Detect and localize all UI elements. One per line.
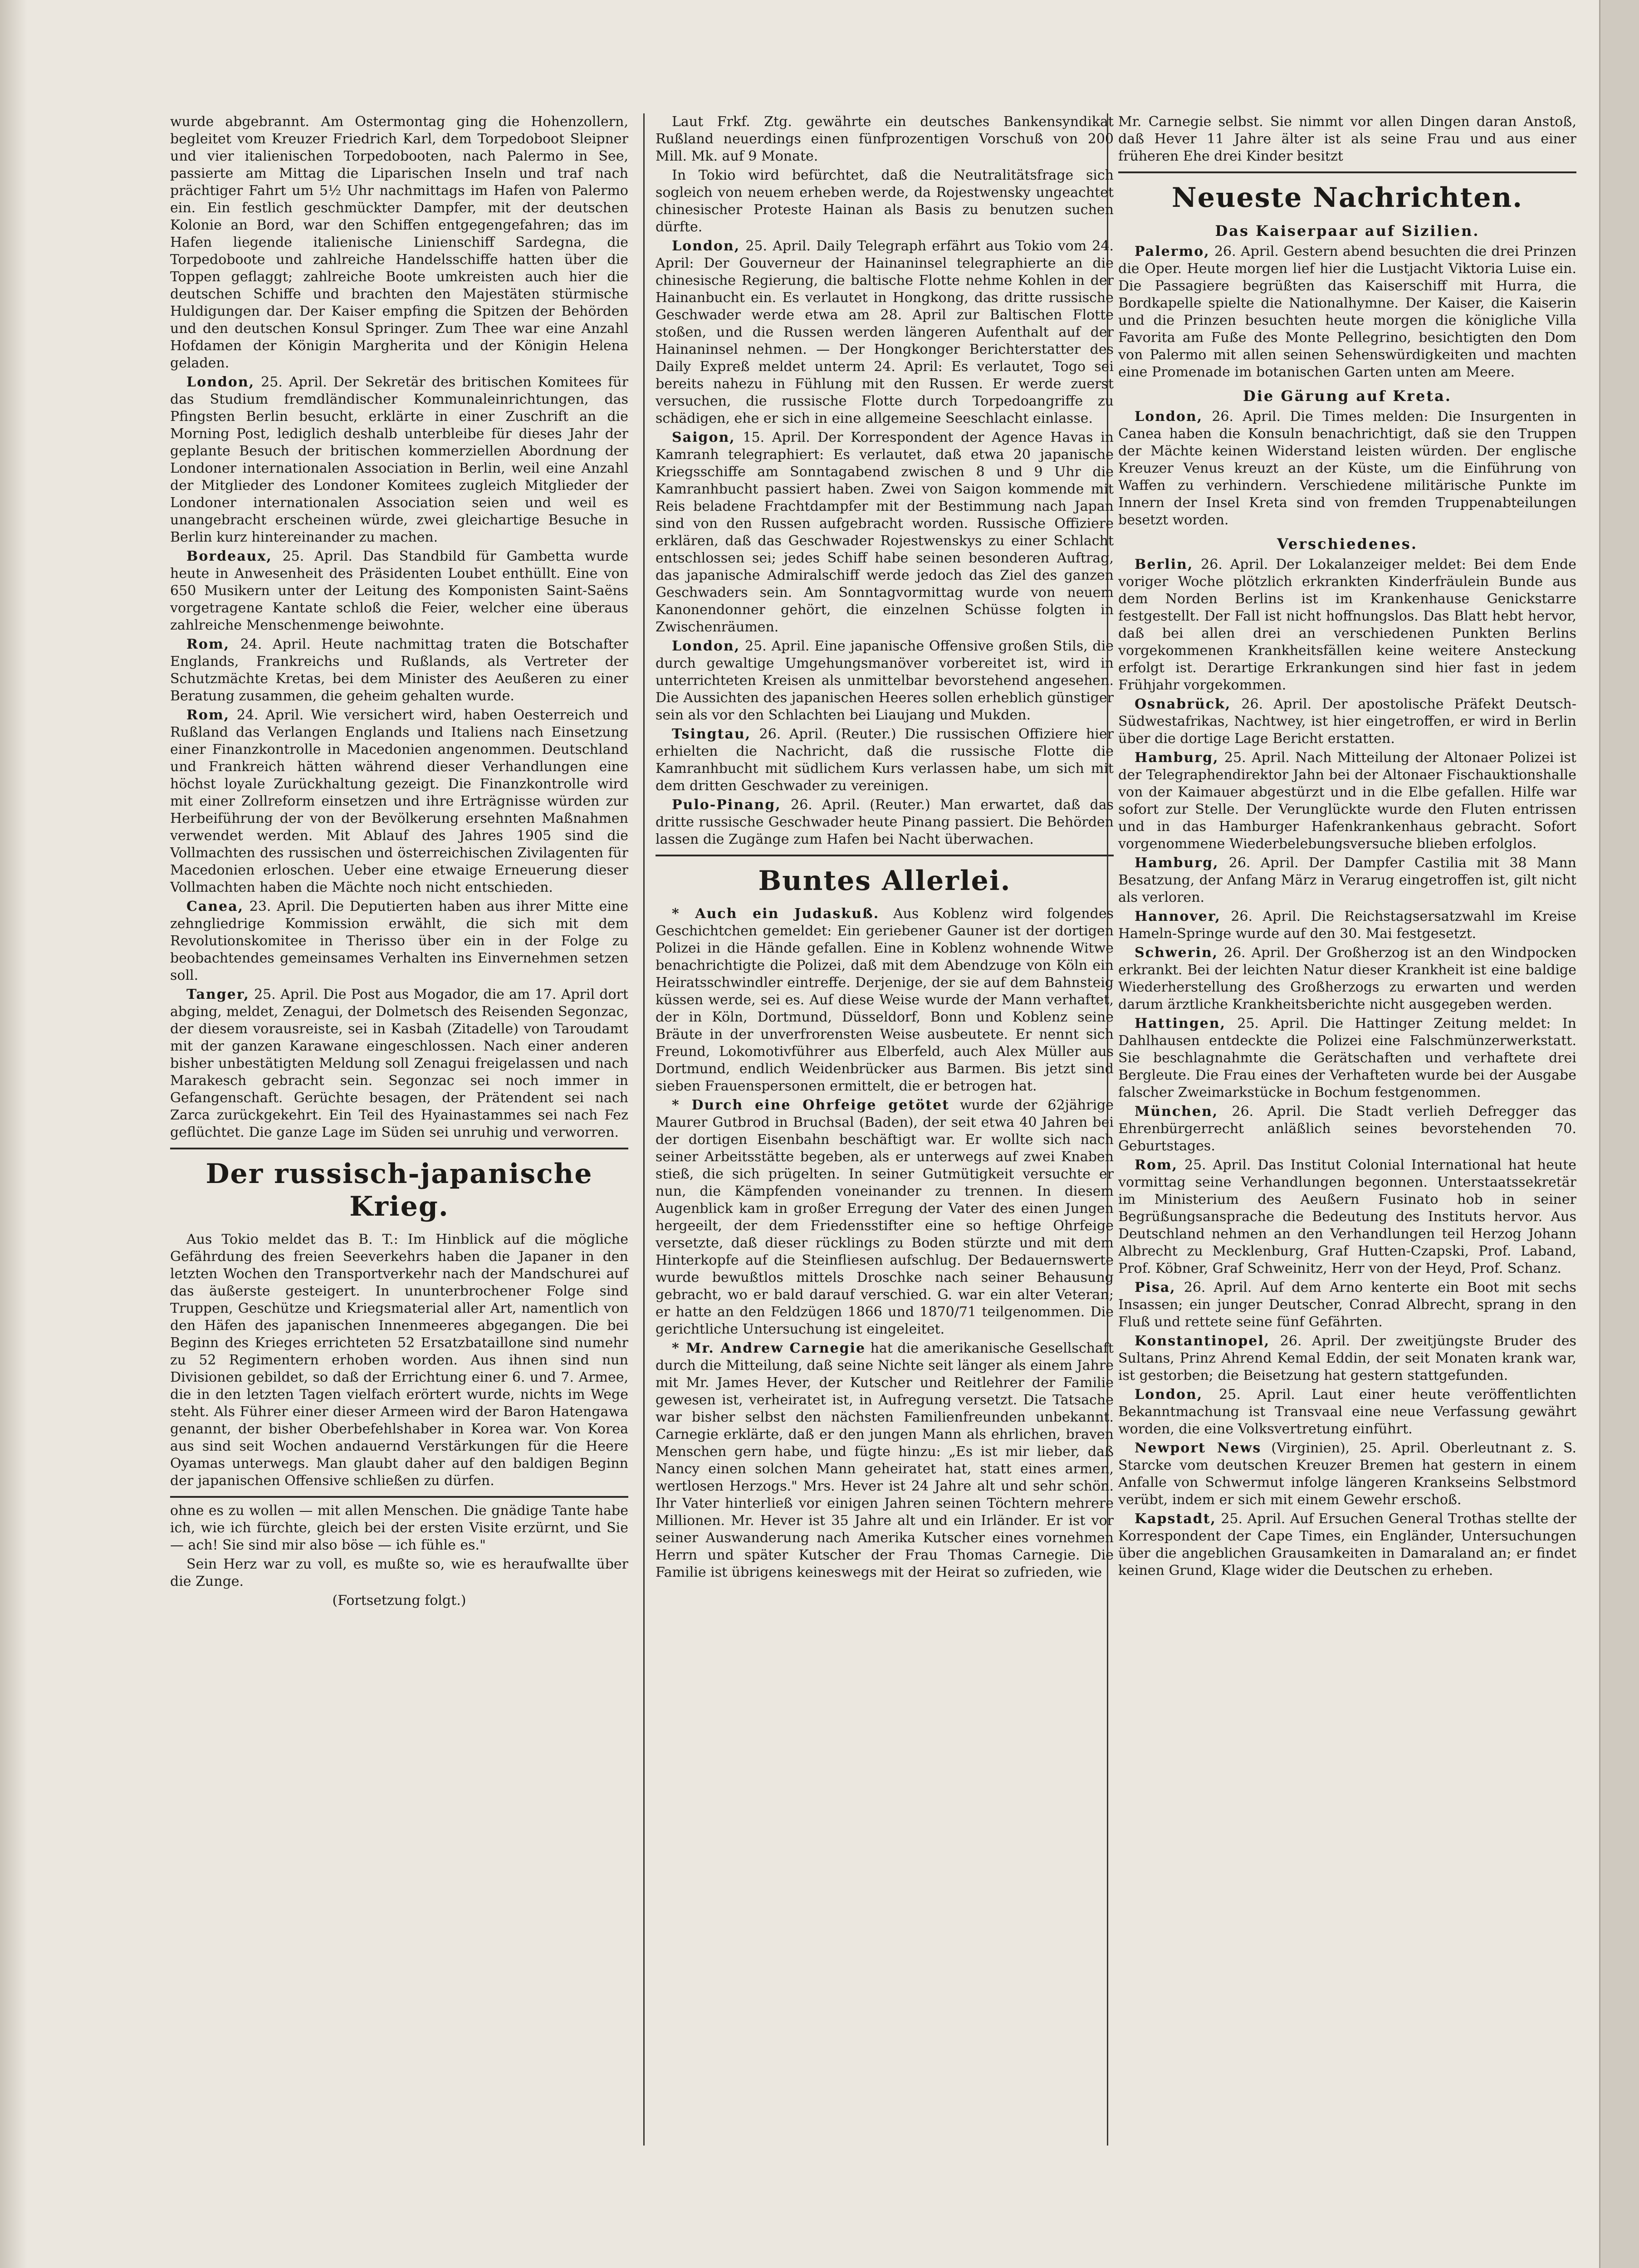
item-headline: * Durch eine Ohrfeige getötet xyxy=(672,1097,950,1113)
news-item xyxy=(656,1340,1114,1581)
dateline: London, xyxy=(1135,1387,1203,1403)
dateline: Pisa, xyxy=(1135,1280,1176,1295)
section-title-miscellany: Buntes Allerlei. xyxy=(758,865,1011,897)
news-item xyxy=(656,1097,1114,1338)
dateline: Konstantinopel, xyxy=(1135,1333,1270,1349)
dateline: München, xyxy=(1135,1104,1218,1119)
dateline: Hamburg, xyxy=(1135,855,1219,871)
column-middle xyxy=(656,113,1114,1583)
news-item xyxy=(170,374,628,546)
news-text: 25. April. Der Sekretär des britischen Komitees für das Studium fremdländischer Kommunaleinrichtungen, das Pfingsten Berlin besucht, erklärte in einer Zuschrift an die Morning Post, lediglich deshalb unterbleibe für dieses Jahr der geplante Besuch der britischen kommerziellen Abordnung der Londoner internationalen Association in Berlin, weil eine Anzahl der Mitglieder des Londoner Komitees zugleich Mitglieder der Londoner internationalen Association seien und weil es unangebracht erscheinen würde, zwei gleichartige Besuche in Berlin kurz hintereinander zu machen. xyxy=(170,374,628,545)
section-rule xyxy=(170,1496,628,1498)
column-left xyxy=(170,113,628,1611)
page-edge xyxy=(1599,0,1639,2268)
story-text: ohne es zu wollen — mit allen Menschen. Die gnädige Tante habe ich, wie ich fürchte, gleich bei der ersten Visite erzürnt, und Sie — ach! Sie sind mir also böse — ich fühle es." xyxy=(170,1503,628,1553)
news-text: 26. April. Die Stadt verlieh Defregger das Ehrenbürgerrecht anläßlich seines bevorstehenden 70. Geburtstages. xyxy=(1118,1104,1576,1154)
dateline: Canea, xyxy=(186,899,244,914)
news-text: 26. April. Der Dampfer Castilia mit 38 Mann Besatzung, der Anfang März in Verarug eingetroffen ist, gilt nicht als verloren. xyxy=(1118,855,1577,905)
dateline: Osnabrück, xyxy=(1135,696,1231,712)
dateline: Hattingen, xyxy=(1135,1016,1226,1031)
news-item xyxy=(656,726,1114,795)
dateline: Saigon, xyxy=(672,430,735,445)
dateline: London, xyxy=(1135,409,1203,425)
news-text: 26. April. Gestern abend besuchten die drei Prinzen die Oper. Heute morgen lief hier die Lustjacht Viktoria Luise ein. Die Passagiere begrüßten das Kaiserschiff mit Hurra, die Bordkapelle spielte die Nationalhymne. Der Kaiser, die Kaiserin und die Prinzen besuchten heute morgen die königliche Villa Favorita am Fuße des Monte Pellegrino, besichtigten den Dom von Palermo mit allen seinen Sehenswürdigkeiten und machten eine Promenade im botanischen Garten unten am Meere. xyxy=(1118,244,1576,380)
dateline: Hannover, xyxy=(1135,909,1221,924)
dateline: Hamburg, xyxy=(1135,750,1219,766)
dateline: London, xyxy=(672,638,740,654)
section-title-latest-news: Neueste Nachrichten. xyxy=(1171,182,1523,214)
news-text: 26. April. Auf dem Arno kenterte ein Boot mit sechs Insassen; ein junger Deutscher, Conrad Albrecht, sprang in den Fluß und rettete seine fünf Gefährten. xyxy=(1118,1280,1576,1330)
article-text: Laut Frkf. Ztg. gewährte ein deutsches Bankensyndikat Rußland neuerdings einen fünfprozentigen Vorschuß von 200 Mill. Mk. auf 9 Monate. xyxy=(656,114,1114,164)
subsection-title: Die Gärung auf Kreta. xyxy=(1243,387,1452,405)
news-text: hat die amerikanische Gesellschaft durch die Mitteilung, daß seine Nichte seit länger als einem Jahre mit Mr. James Hever, der Kutscher und Reitlehrer der Familie gewesen ist, verheiratet ist, in Aufregung versetzt. Die Tatsache war bisher selbst den nächsten Familienfreunden unbekannt. Carnegie erklärte, daß er den jungen Mann als ehrlichen, braven Menschen gern habe, und fügte hinzu: „Es ist mir lieber, daß Nancy einen solchen Mann geheiratet hat, statt eines armen, wertlosen Herzogs." Mrs. Hever ist 24 Jahre alt und sehr schön. Ihr Vater hinterließ vor einigen Jahren seinen Töchtern mehrere Millionen. Mr. Hever ist 35 Jahre alt und ein Irländer. Er ist vor seiner Auswanderung nach Amerika Kutscher eines vornehmen Herrn und später Kutscher der Frau Thomas Carnegie. Die Familie ist übrigens keineswegs mit der Heirat so zufrieden, wie xyxy=(656,1340,1114,1580)
dateline: Berlin, xyxy=(1135,557,1194,572)
news-text: 25. April. Die Post aus Mogador, die am 17. April dort abging, meldet, Zenagui, der Dolmetsch des Reisenden Segonzac, der diesem vorausreiste, sei in Kasbah (Zitadelle) von Taroudamt mit der ganzen Karawane eingeschlossen. Nach einer anderen bisher unbestätigten Meldung soll Zenagui freigelassen und nach Marakesch gebracht sein. Segonzac sei noch immer in Gefangenschaft. Gerüchte besagen, der Prätendent sei nach Zarca zurückgekehrt. Ein Teil des Hyainastammes sei nach Fez geflüchtet. Die ganze Lage im Süden sei unruhig und verworren. xyxy=(170,987,628,1140)
news-text: 25. April. Das Standbild für Gambetta wurde heute in Anwesenheit des Präsidenten Loubet enthüllt. Eine von 650 Musikern unter der Leitung des Komponisten Saint-Saëns vorgetragene Kantate schloß die Feier, welcher eine überaus zahlreiche Menschenmenge beiwohnte. xyxy=(170,548,628,633)
news-text: 26. April. Die Times melden: Die Insurgenten in Canea haben die Konsuln benachrichtigt, daß sie den Truppen der Mächte keinen Widerstand leisten würden. Der englische Kreuzer Venus kreuzt an der Küste, um die Einführung von Waffen zu verhindern. Verschiedene militärische Punkte im Innern der Insel Kreta sind von fremden Truppenabteilungen besetzt worden. xyxy=(1118,409,1576,528)
news-text: wurde der 62jährige Maurer Gutbrod in Bruchsal (Baden), der seit etwa 40 Jahren bei der dortigen Eisenbahn beschäftigt war. Er wollte sich nach seiner Arbeitsstätte begeben, als er unterwegs auf zwei Knaben stieß, die sich prügelten. In seiner Gutmütigkeit versuchte er nun, die Kämpfenden voneinander zu trennen. In diesem Augenblick kam in großer Erregung der Vater des einen Jungen hergeeilt, der dem Friedensstifter eine so heftige Ohrfeige versetzte, daß dieser rücklings zu Boden stürzte und mit dem Hinterkopfe auf die Steinfliesen aufschlug. Der Bedauernswerte wurde bewußtlos mittels Droschke nach seiner Behausung gebracht, wo er bald darauf verschied. G. war ein alter Veteran; er hatte an den Feldzügen 1866 und 1870/71 teilgenommen. Die gerichtliche Untersuchung ist eingeleitet. xyxy=(656,1097,1114,1337)
continuation-note: (Fortsetzung folgt.) xyxy=(332,1593,466,1608)
news-item xyxy=(1118,1157,1576,1277)
news-text: 25. April. Nach Mitteilung der Altonaer Polizei ist der Telegraphendirektor Jahn bei der Altonaer Fischauktionshalle von der Kaimauer abgestürzt und in die Elbe gefallen. Hilfe war sofort zur Stelle. Der Verunglückte wurde den Fluten entrissen und in das Hamburger Hafenkrankenhaus gebracht. Sofort vorgenommene Wiederbelebungsversuche blieben erfolglos. xyxy=(1118,750,1576,852)
news-text: 26. April. (Reuter.) Man erwartet, daß das dritte russische Geschwader heute Pinang passiert. Die Behörden lassen die Zugänge zum Hafen bei Nacht überwachen. xyxy=(656,797,1114,847)
article-text: In Tokio wird befürchtet, daß die Neutralitätsfrage sich sogleich von neuem erheben werde, da Rojestwensky ungeachtet chinesischer Proteste Hainan als Basis zu benutzen suchen dürfte. xyxy=(656,167,1114,235)
news-text: 25. April. Eine japanische Offensive großen Stils, die durch gewaltige Umgehungsmanöver vorbereitet ist, wird in unterrichteten Kreisen als unmittelbar bevorstehend angesehen. Die Aussichten des japanischen Heeres sollen erheblich günstiger sein als vor den Schlachten bei Liaujang und Mukden. xyxy=(656,638,1114,723)
dateline: Rom, xyxy=(186,636,230,652)
section-rule xyxy=(1118,171,1576,173)
news-text: 25. April. Laut einer heute veröffentlichten Bekanntmachung ist Transvaal eine neue Verfassung gewährt worden, die eine Volksvertretung einführt. xyxy=(1118,1387,1576,1437)
news-item xyxy=(656,797,1114,848)
news-item xyxy=(1118,1103,1576,1155)
news-item xyxy=(656,905,1114,1095)
news-text: 26. April. Der Lokalanzeiger meldet: Bei dem Ende voriger Woche plötzlich erkrankten Kinderfräulein Bunde aus dem Norden Berlins ist im Krankenhause Genickstarre festgestellt. Der Fall ist nicht hoffnungslos. Das Blatt hebt hervor, daß bei allen drei an verschiedenen Punkten Berlins vorgekommenen Krankheitsfällen keine weitere Ansteckung erfolgt ist. Derartige Erkrankungen sind hier fast in jedem Frühjahr vorgekommen. xyxy=(1118,557,1576,693)
dateline: Rom, xyxy=(186,707,230,723)
dateline: Bordeaux, xyxy=(186,548,272,564)
dateline: Newport News xyxy=(1135,1440,1262,1456)
dateline: Pulo-Pinang, xyxy=(672,797,781,813)
article-text: Aus Tokio meldet das B. T.: Im Hinblick auf die mögliche Gefährdung des freien Seeverkehrs haben die Japaner in den letzten Wochen den Transportverkehr nach der Mandschurei auf das äußerste gesteigert. In ununterbrochener Folge sind Truppen, Geschütze und Kriegsmaterial aller Art, namentlich von den Häfen des japanischen Innenmeeres abgegangen. Die bei Beginn des Krieges errichteten 52 Ersatzbataillone sind numehr zu 52 Regimentern erhoben worden. Aus ihnen sind nun Divisionen gebildet, so daß der Errichtung einer 6. und 7. Armee, die in den letzten Tagen vielfach erörtert wurde, nichts im Wege steht. Als Führer einer dieser Armeen wird der Baron Hatengawa genannt, der bisher Oberbefehlshaber in Korea war. Von Korea aus sind seit Wochen andauernd Verstärkungen für die Heere Oyamas unterwegs. Man glaubt daher auf den baldigen Beginn der japanischen Offensive schließen zu dürfen. xyxy=(170,1232,628,1489)
news-text: 25. April. Auf Ersuchen General Trothas stellte der Korrespondent der Cape Times, ein Engländer, Untersuchungen über die angeblichen Grausamkeiten in Damaraland an; er findet keinen Grund, Klage wider die Deutschen zu erheben. xyxy=(1118,1511,1576,1579)
news-item xyxy=(656,638,1114,724)
news-item xyxy=(1118,1386,1576,1438)
news-item xyxy=(170,986,628,1141)
news-text: 24. April. Wie versichert wird, haben Oesterreich und Rußland das Verlangen Englands und Italiens nach Einsetzung einer Finanzkontrolle in Macedonien angenommen. Deutschland und Frankreich hätten während dieser Verhandlungen eine höchst loyale Zurückhaltung gezeigt. Die Finanzkontrolle wird mit einer Zollreform einsetzen und ihre Erträgnisse würden zur Herbeiführung der von der Bevölkerung ersehnten Maßnahmen verwendet werden. Mit Ablauf des Jahres 1905 sind die Vollmachten des russischen und österreichischen Zivilagenten für Macedonien erloschen. Ueber eine etwaige Erneuerung dieser Vollmachten haben die Mächte noch nicht entschieden. xyxy=(170,707,628,895)
subsection-title: Das Kaiserpaar auf Sizilien. xyxy=(1215,222,1480,240)
news-item xyxy=(1118,408,1576,529)
item-headline: * Auch ein Judaskuß. xyxy=(672,906,880,922)
dateline: Schwerin, xyxy=(1135,945,1218,961)
dateline: London, xyxy=(672,238,740,254)
news-text: (Virginien), 25. April. Oberleutnant z. S. Starcke vom deutschen Kreuzer Bremen hat gestern in einem Anfalle von Schwermut infolge längeren Krankseins Selbstmord verübt, indem er sich mit einem Gewehr erschoß. xyxy=(1118,1440,1576,1508)
dateline: Rom, xyxy=(1135,1157,1178,1173)
news-text: 25. April. Das Institut Colonial International hat heute vormittag seine Verhandlungen begonnen. Unterstaatssekretär im Ministerium des Aeußern Fusinato hob in seiner Begrüßungsansprache die Bedeutung des Instituts hervor. Aus Deutschland nehmen an den Verhandlungen teil Herzog Johann Albrecht zu Mecklenburg, Graf Hutten-Czapski, Prof. Laband, Prof. Köbner, Graf Schweinitz, Herr von der Heyd, Prof. Schanz. xyxy=(1118,1157,1576,1276)
news-text: 24. April. Heute nachmittag traten die Botschafter Englands, Frankreichs und Rußlands, als Vertreter der Schutzmächte Kretas, bei dem Minister des Aeußeren zu einer Beratung zusammen, die geheim gehalten wurde. xyxy=(170,636,628,704)
news-text: 26. April. Die Reichstagsersatzwahl im Kreise Hameln-Springe wurde auf den 30. Mai festgesetzt. xyxy=(1118,909,1576,942)
article-text: Mr. Carnegie selbst. Sie nimmt vor allen Dingen daran Anstoß, daß Hever 11 Jahre älter ist als seine Frau und aus einer früheren Ehe drei Kinder besitzt xyxy=(1118,114,1576,164)
news-item xyxy=(1118,696,1576,748)
news-item xyxy=(170,707,628,896)
dateline: Palermo, xyxy=(1135,244,1210,259)
section-title-war: Der russisch-japanische Krieg. xyxy=(205,1158,593,1222)
news-text: 25. April. Die Hattinger Zeitung meldet: In Dahlhausen entdeckte die Polizei eine Falschmünzerwerkstatt. Sie beschlagnahmte die Gerätschaften und verhaftete drei Bergleute. Die Frau eines der Verhafteten wurde bei der Ausgabe falscher Zweimarkstücke in Bochum festgenommen. xyxy=(1118,1016,1576,1100)
news-item xyxy=(1118,749,1576,853)
news-item xyxy=(170,548,628,634)
news-item xyxy=(170,898,628,984)
article-text: wurde abgebrannt. Am Ostermontag ging die Hohenzollern, begleitet vom Kreuzer Friedrich Karl, dem Torpedoboot Sleipner und vier italienischen Torpedobooten, nach Palermo in See, passierte am Mittag die Liparischen Inseln und traf nach prächtiger Fahrt um 5½ Uhr nachmittags im Hafen von Palermo ein. Ein festlich geschmückter Dampfer, mit der deutschen Kolonie an Bord, war den Schiffen entgegengefahren; das im Hafen liegende italienische Linienschiff Sardegna, die Torpedoboote und zahlreiche Handelsschiffe hatten über die Toppen geflaggt; zahlreiche Boote umkreisten auch hier die deutschen Schiffe und brachten den Majestäten stürmische Huldigungen dar. Der Kaiser empfing die Spitzen der Behörden und den deutschen Konsul Springer. Zum Thee war eine Anzahl Hofdamen der Königin Margherita und der Königin Helena geladen. xyxy=(170,114,628,371)
column-divider xyxy=(643,113,645,2146)
dateline: Kapstadt, xyxy=(1135,1511,1216,1527)
news-text: 26. April. Der Großherzog ist an den Windpocken erkrankt. Bei der leichten Natur dieser Krankheit ist eine baldige Wiederherstellung des Großherzogs zu erwarten und werden darum ärztliche Krankheitsberichte nicht ausgegeben werden. xyxy=(1118,945,1576,1012)
news-item xyxy=(1118,908,1576,943)
news-text: 25. April. Daily Telegraph erfährt aus Tokio vom 24. April: Der Gouverneur der Hainaninsel telegraphierte an die chinesische Regierung, die baltische Flotte nehme Kohlen in der Hainanbucht ein. Es verlautet in Hongkong, das dritte russische Geschwader werde etwa am 28. April zur Baltischen Flotte stoßen, und die Russen werden längeren Aufenthalt auf der Hainaninsel nehmen. — Der Hongkonger Berichterstatter des Daily Expreß meldet unterm 24. April: Es verlautet, Togo sei bereits nahezu in Fühlung mit den Russen. Er werde zuerst versuchen, die russische Flotte durch Torpedoangriffe zu schädigen, ehe er sich in eine allgemeine Seeschlacht einlasse. xyxy=(656,238,1114,426)
column-right xyxy=(1118,113,1576,1581)
dateline: London, xyxy=(186,374,255,390)
news-text: 26. April. Der zweitjüngste Bruder des Sultans, Prinz Ahrend Kemal Eddin, der seit Monaten krank war, ist gestorben; die Beisetzung hat gestern stattgefunden. xyxy=(1118,1333,1576,1383)
news-item xyxy=(1118,243,1576,381)
news-item xyxy=(1118,1333,1576,1384)
news-text: 15. April. Der Korrespondent der Agence Havas in Kamranh telegraphiert: Es verlautet, daß etwa 20 japanische Kriegsschiffe am Sonntagabend zwischen 8 und 9 Uhr die Kamranhbucht passiert haben. Zwei von Saigon kommende mit Reis beladene Frachtdampfer mit der Bestimmung nach Japan sind von den Russen aufgebracht worden. Russische Offiziere erklären, daß das Geschwader Rojestwenskys zu einer Schlacht entschlossen sei; jedes Schiff habe seinen besonderen Auftrag, das japanische Admiralschiff werde jedoch das Ziel des ganzen Geschwaders sein. Am Sonntagvormittag wurde von neuem Kanonendonner gehört, die einzelnen Schüsse folgten in Zwischenräumen. xyxy=(656,430,1114,635)
news-item xyxy=(170,636,628,705)
news-item xyxy=(656,238,1114,427)
news-item xyxy=(1118,855,1576,906)
dateline: Tanger, xyxy=(186,987,250,1002)
page-gutter-shadow xyxy=(0,0,27,2268)
section-rule xyxy=(656,855,1114,856)
news-text: 26. April. (Reuter.) Die russischen Offiziere hier erhielten die Nachricht, daß die russische Flotte die Kamranhbucht mit südlichem Kurs verlassen habe, um sich mit dem dritten Geschwader zu vereinigen. xyxy=(656,726,1114,794)
news-text: 23. April. Die Deputierten haben aus ihrer Mitte eine zehngliedrige Kommission erwählt, die sich mit dem Revolutionskomitee in Therisso über ein in der Folge zu beobachtendes gemeinsames Verhalten ins Einvernehmen setzen soll. xyxy=(170,899,628,983)
story-text: Sein Herz war zu voll, es mußte so, wie es heraufwallte über die Zunge. xyxy=(170,1556,628,1589)
section-rule xyxy=(170,1148,628,1149)
news-item xyxy=(1118,1279,1576,1331)
dateline: Tsingtau, xyxy=(672,726,751,742)
news-text: 26. April. Der apostolische Präfekt Deutsch-Südwestafrikas, Nachtwey, ist hier eingetroffen, er wird in Berlin über die dortige Lage Bericht erstatten. xyxy=(1118,696,1576,747)
item-headline: * Mr. Andrew Carnegie xyxy=(672,1340,866,1356)
news-item xyxy=(1118,1510,1576,1579)
news-item xyxy=(1118,556,1576,694)
subsection-title: Verschiedenes. xyxy=(1277,535,1418,552)
news-text: Aus Koblenz wird folgendes Geschichtchen gemeldet: Ein geriebener Gauner ist der dortigen Polizei in die Hände gefallen. Eine in Koblenz wohnende Witwe benachrichtigte die Polizei, daß mit dem Abendzuge von Köln ein Heiratsschwindler eintreffe. Derjenige, der sie auf dem Bahnsteig küssen werde, sei es. Auf diese Weise wurde der Mann verhaftet, der in Köln, Dortmund, Düsseldorf, Bonn und Koblenz seine Bräute in der unverfrorensten Weise ausbeutete. Er nennt sich Freund, Lokomotivführer aus Elberfeld, auch Alex Müller aus Dortmund, endlich Weidenbrücker aus Barmen. Bis jetzt sind sieben Frauenspersonen ermittelt, die er betrogen hat. xyxy=(656,906,1114,1094)
news-item xyxy=(1118,944,1576,1013)
news-item xyxy=(1118,1015,1576,1101)
news-item xyxy=(656,429,1114,636)
news-item xyxy=(1118,1440,1576,1509)
